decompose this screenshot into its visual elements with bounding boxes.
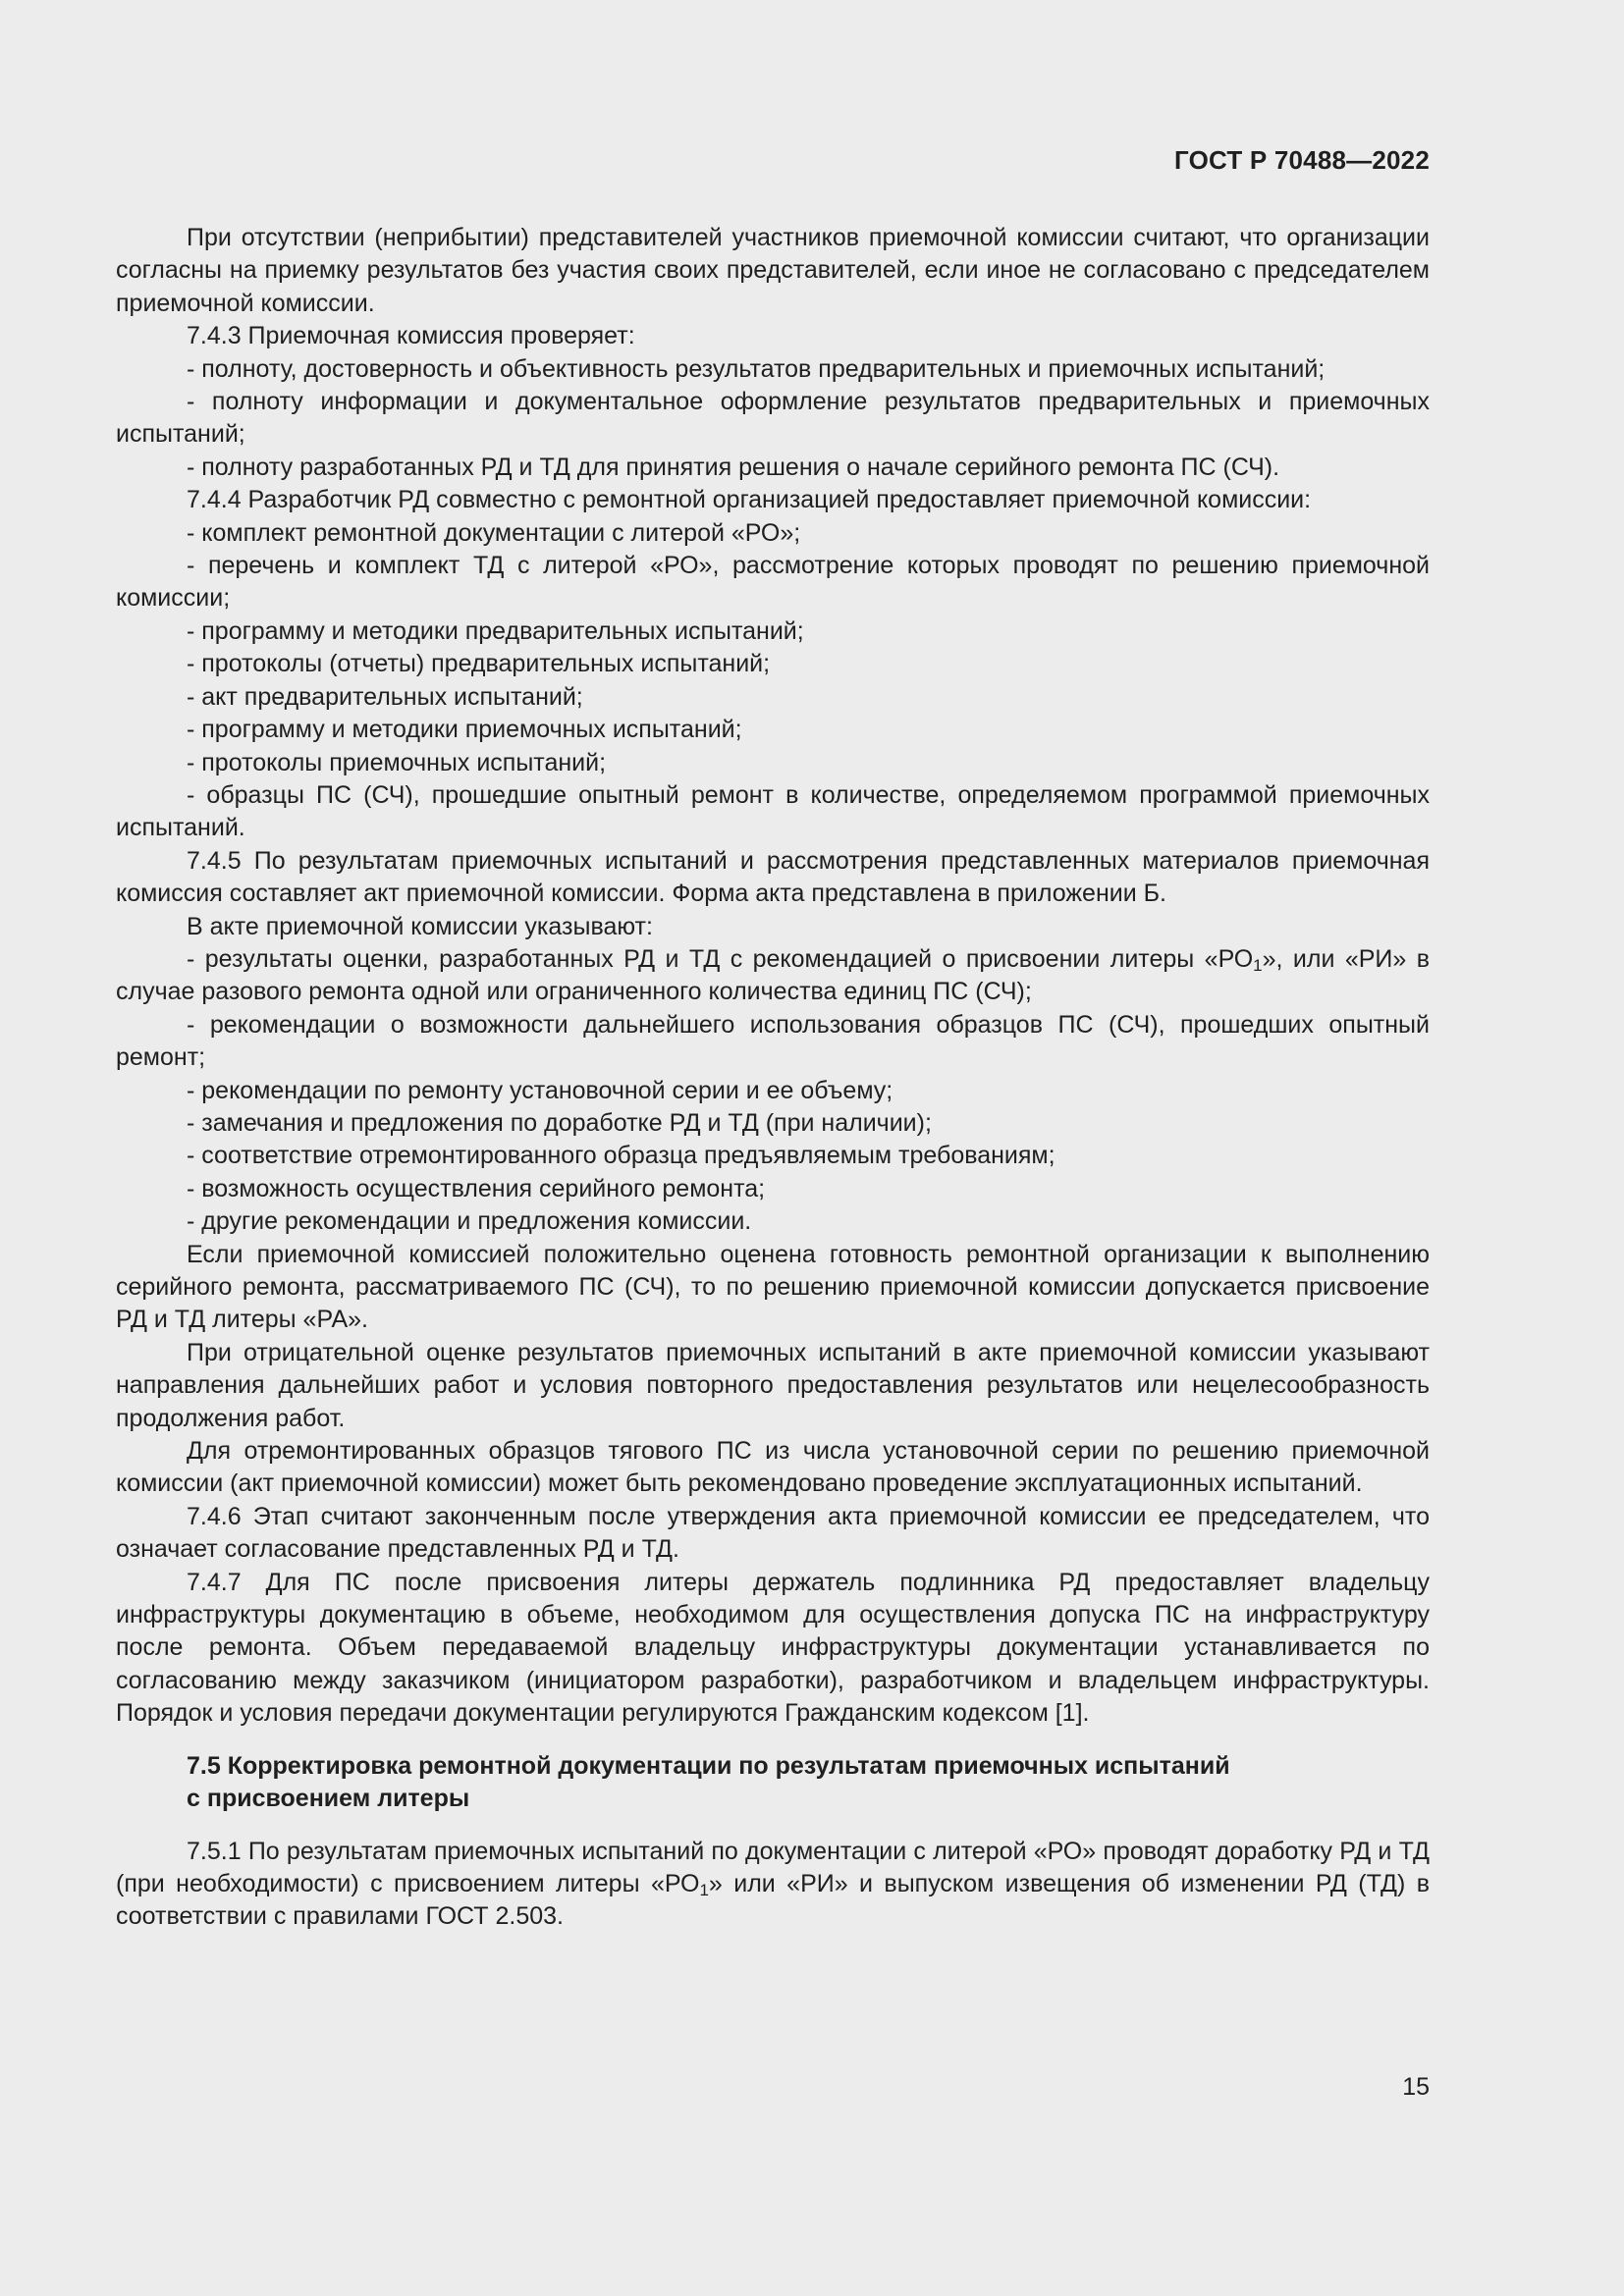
paragraph: При отсутствии (неприбытии) представителей участников приемочной комиссии считают, что организации согласны на приемку результатов без участия своих представителей, если иное не согласовано с председателем приемочной комиссии. (116, 224, 1430, 317)
list-item: - перечень и комплект ТД с литерой «РО», рассмотрение которых проводят по решению приемочной комиссии; (116, 552, 1430, 613)
section-heading (116, 1750, 1430, 1816)
paragraph: В акте приемочной комиссии указывают: (187, 912, 653, 940)
paragraph: 7.4.3 Приемочная комиссия проверяет: (187, 322, 635, 350)
text-segment: », или «РИ» в случае разового ремонта одной или ограниченного количества единиц ПС (СЧ); (116, 944, 1430, 1006)
list-item: - рекомендации о возможности дальнейшего использования образцов ПС (СЧ), прошедших опытный ремонт; (116, 1010, 1430, 1072)
text-segment: 7.5.1 По результатам приемочных испытаний по документации с литерой «РО» проводят доработку РД и ТД (при необходимости) с присвоением литеры «РО (116, 1837, 1430, 1897)
list-item: - полноту разработанных РД и ТД для принятия решения о начале серийного ремонта ПС (СЧ). (187, 453, 1280, 481)
list-item-ro1 (116, 943, 1430, 1009)
spacer (116, 1731, 1430, 1750)
paragraph: При отрицательной оценке результатов приемочных испытаний в акте приемочной комиссии указывают направления дальнейших работ и условия повторного предоставления результатов или нецелесообразность продолжения работ. (116, 1338, 1430, 1432)
text-segment: » или «РИ» и выпуском извещения об изменении РД (ТД) в соответствии с правилами ГОСТ 2.503. (116, 1869, 1430, 1931)
subscript: 1 (1253, 955, 1263, 975)
list-item: - комплект ремонтной документации с литерой «РО»; (187, 518, 801, 547)
paragraph: Для отремонтированных образцов тягового ПС из числа установочной серии по решению приемочной комиссии (акт приемочной комиссии) может быть рекомендовано проведение эксплуатационных испытаний. (116, 1437, 1430, 1498)
list-item: - замечания и предложения по доработке РД и ТД (при наличии); (187, 1108, 932, 1137)
list-item: - программу и методики приемочных испытаний; (187, 716, 742, 744)
page-number: 15 (1402, 2073, 1430, 2101)
list-item: - другие рекомендации и предложения комиссии. (187, 1207, 752, 1236)
list-item: - полноту, достоверность и объективность результатов предварительных и приемочных испытаний; (187, 354, 1326, 383)
section-heading-line: 7.5 Корректировка ремонтной документации по результатам приемочных испытаний (187, 1751, 1230, 1780)
page-body (116, 222, 1430, 1934)
paragraph: Если приемочной комиссией положительно оценена готовность ремонтной организации к выполнению серийного ремонта, рассматриваемого ПС (СЧ), то по решению приемочной комиссии допускается присвоение РД и ТД литеры «РА». (116, 1240, 1430, 1334)
list-item: - акт предварительных испытаний; (187, 682, 583, 711)
paragraph: 7.4.4 Разработчик РД совместно с ремонтной организацией предоставляет приемочной комиссии: (187, 486, 1312, 514)
list-item: - возможность осуществления серийного ремонта; (187, 1174, 766, 1202)
section-heading-line: с присвоением литеры (187, 1785, 470, 1813)
text-segment: - результаты оценки, разработанных РД и ТД с рекомендацией о присвоении литеры «РО (187, 944, 1254, 973)
subscript: 1 (699, 1880, 709, 1899)
list-item: - образцы ПС (СЧ), прошедшие опытный ремонт в количестве, определяемом программой приемочных испытаний. (116, 780, 1430, 842)
list-item: - протоколы приемочных испытаний; (187, 748, 607, 776)
list-item: - соответствие отремонтированного образца предъявляемым требованиям; (187, 1142, 1056, 1170)
paragraph: 7.4.7 Для ПС после присвоения литеры держатель подлинника РД предоставляет владельцу инфраструктуры документацию в объеме, необходимом для осуществления допуска ПС на инфраструктуру после ремонта. Объем передаваемой владельцу инфраструктуры документации устанавливается по согласованию между заказчиком (инициатором разработки), разработчиком и владельцем инфраструктуры. Порядок и условия передачи документации регулируются Гражданским кодексом [1]. (116, 1568, 1430, 1728)
paragraph-7-5-1 (116, 1836, 1430, 1934)
document-code: ГОСТ Р 70488—2022 (1174, 145, 1430, 175)
paragraph: 7.4.5 По результатам приемочных испытаний и рассмотрения представленных материалов приемочная комиссия составляет акт приемочной комиссии. Форма акта представлена в приложении Б. (116, 846, 1430, 908)
list-item: - протоколы (отчеты) предварительных испытаний; (187, 650, 771, 678)
list-item: - полноту информации и документальное оформление результатов предварительных и приемочных испытаний; (116, 388, 1430, 449)
list-item: - программу и методики предварительных испытаний; (187, 616, 804, 645)
list-item: - рекомендации по ремонту установочной серии и ее объему; (187, 1076, 893, 1104)
paragraph: 7.4.6 Этап считают законченным после утверждения акта приемочной комиссии ее председателем, что означает согласование представленных РД и ТД. (116, 1502, 1430, 1564)
